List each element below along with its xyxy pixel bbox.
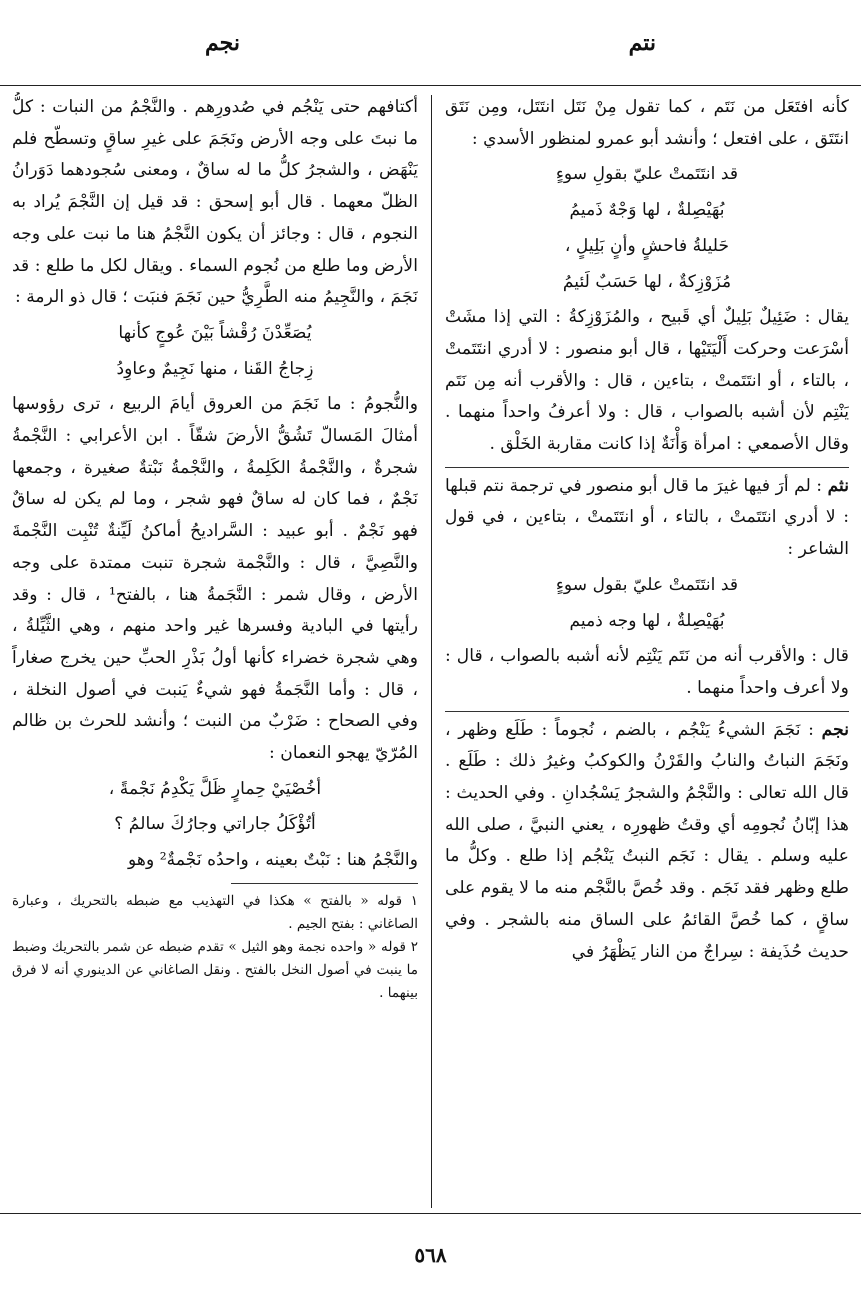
entry-headword: نجم xyxy=(821,719,849,740)
entry-text: : لم أرَ فيها غيرَ ما قال أبو منصور في ترجمة نتم قبلها : لا أدري انتَتَمتْ ، بالتاء ، أو انتَتَمتْ ، بتاءين ، في قول الشاعر : xyxy=(445,475,849,560)
verse-line: بُهَيْصِلةٌ ، لها وجه ذميم xyxy=(569,610,725,631)
entry-separator xyxy=(445,711,849,712)
right-paragraph-3: قال : والأقرب أنه من نَتَم يَنْتِم لأنه أشبه بالصواب ، قال : ولا أعرف واحداً منهما . xyxy=(445,646,849,698)
header-right-word: نتم xyxy=(628,30,656,56)
entry-nthm xyxy=(445,471,849,566)
verse-line: يُصَعِّدْنَ رُقْشاً بَيْنَ عُوجٍ كأنها xyxy=(118,322,312,343)
left-paragraph-3: والنَّجْمُ هنا : نَبْتٌ بعينه ، واحدُه نَجْمةٌ² وهو xyxy=(128,850,418,871)
footnote-rule xyxy=(231,883,418,884)
footnote-1: ١ قوله « بالفتح » هكذا في التهذيب مع ضبطه بالتحريك ، وعبارة الصاغاني : بفتح الجيم . xyxy=(12,892,418,932)
page-number: ٥٦٨ xyxy=(414,1243,447,1267)
entry-njm xyxy=(445,715,849,969)
right-paragraph-2: يقال : ضَئِيلٌ بَلِيلٌ أي قَبيح ، والمُزَوْزِكةُ : التي إذا مشَتْ أسْرَعت وحركت أَلْيَتَيْها ، قال أبو منصور : لا أدري انتَتَمتْ ، بالتاء ، أو انتَتَمتْ ، بتاءين ، قال : والأقرب أنه مِن نَتَم يَنْتِم لأن أشبه بالصواب ، قال : ولا أعرفُ واحداً منهما . وقال الأصمعي : امرأة وَأْنَةٌ إذا كانت مقاربة الخَلْق . xyxy=(445,307,849,455)
verse-line: قد انتَتَمتْ عليّ بقولِ سوءٍ xyxy=(555,164,739,185)
footnote-2: ٢ قوله « واحده نجمة وهو الثيل » تقدم ضبطه عن شمر بالتحريك وضبط ما ينبت في أصول النخل بالفتح . ونقل الصاغاني عن الدينوري أنه لا فرق بينهما . xyxy=(12,938,418,1001)
verse-line: مُزَوْزِكةٌ ، لها حَسَبٌ لَئيمُ xyxy=(562,271,732,292)
top-rule xyxy=(0,85,861,86)
verse-line: أخُصْيَيْ حِمارٍ ظَلَّ يَكْدِمُ نَجْمةً ، xyxy=(108,778,322,799)
header-left-word: نجم xyxy=(205,30,240,56)
bottom-rule xyxy=(0,1213,861,1214)
verse-line: قد انتَتَمتْ عليّ بقول سوءٍ xyxy=(555,574,739,595)
right-column xyxy=(445,92,849,1208)
left-paragraph-2: والنُّجومُ : ما نَجَمَ من العروق أيامَ الربيع ، ترى رؤوسها أمثالَ المَسالّ تَشُقُّ الأرضَ شقّاً . ابن الأعرابي : النَّجْمةُ شجرةٌ ، والنَّجْمةُ الكَلِمةُ ، والنَّجْمةُ نَبْتةٌ صغيرة ، وجمعها نَجْمٌ ، فما كان له ساقٌ فهو شجر ، وما لم يكن له ساقٌ فهو نَجْمٌ . أبو عبيد : السَّراديحُ أماكنُ لَيِّنةٌ تُنْبِت النَّجْمةَ والنَّصِيَّ ، قال : والنَّجْمة شجرة تنبت ممتدة على وجه الأرض ، وقال شمر : النَّجَمةُ هنا ، بالفتح¹ ، قال : وقد رأيتها في البادية وفسرها غير واحد منهم ، وهي الثَّيِّلةُ ، وهي شجرة خضراء كأنها أولُ بَذْرِ الحبِّ حين يخرج صغاراً ، قال : وأما النَّجَمةُ فهو شيءٌ يَنبت في أصول النخلة ، وفي الصحاح : ضَرْبٌ من النبت ؛ وأنشد للحرث بن ظالم المُرّيّ يهجو النعمان : xyxy=(12,394,418,764)
column-divider xyxy=(431,95,432,1208)
verse-line: بُهَيْصِلةٌ ، لها وَجْهٌ ذَميمُ xyxy=(569,200,725,221)
left-paragraph-1: أكتافهم حتى يَنْجُم في صُدورِهم . والنَّجْمُ من النبات : كلُّ ما نبتَ على وجه الأرض ونَجَمَ على غيرِ ساقٍ وتسطّح فلم يَنْهَض ، والشجرُ كلُّ ما له ساقٌ ، ومعنى سُجودهما دَوَرانُ الظلّ معهما . قال أبو إسحق : قد قيل إن النَّجْمَ يُراد به النجوم ، قال : وجائز أن يكون النَّجْمُ هنا ما نبت على وجه الأرض وما طلع من نُجوم السماء . ويقال لكل ما طلع : قد نَجَمَ ، والنَّجِيمُ منه الطَّرِيُّ حين نَجَمَ فنبَت ؛ قال ذو الرمة : xyxy=(12,97,418,308)
entry-text: : نَجَمَ الشيءُ يَنْجُم ، بالضم ، نُجوماً : طَلَع وظهر ، ونَجَمَ النباتُ والنابُ والقَرْنُ والكوكبُ وغيرُ ذلك : طَلَع . قال الله تعالى : والنَّجْمُ والشجرُ يَسْجُدانِ . وفي الحديث : هذا إبّانُ نُجومِه أي وقتُ ظهورِه ، يعني النبيَّ ، صلى الله عليه وسلم . يقال : نَجَم النبتُ يَنْجُم إذا طلع . وكلُّ ما طلع وظهر فقد نَجَم . وقد خُصَّ بالنَّجْم منه ما لا يقوم على ساقٍ ، كما خُصَّ القائمُ على الساق منه بالشجر . وفي حديث حُذَيفة : سِراجٌ من النار يَظْهَرُ في xyxy=(445,719,849,962)
entry-headword: نثم xyxy=(827,475,849,496)
left-column xyxy=(12,92,418,1208)
right-paragraph-1: كأنه افتَعَل من نَتَم ، كما تقول مِنْ نَتَل انتَتَل، ومِن نَتَق انتَتَق ، على افتعل ؛ وأنشد أبو عمرو لمنظور الأسدي : xyxy=(445,97,849,149)
verse-line: زِجاجُ القَنا ، منها نَجِيمٌ وعاوِدُ xyxy=(116,358,314,379)
verse-line: أتُؤْكَلُ جاراتي وجارُكَ سالمُ ؟ xyxy=(114,814,316,835)
entry-separator xyxy=(445,467,849,468)
verse-line: حَليلةُ فاحشٍ وأنٍ بَلِيلٍ ، xyxy=(564,235,730,256)
